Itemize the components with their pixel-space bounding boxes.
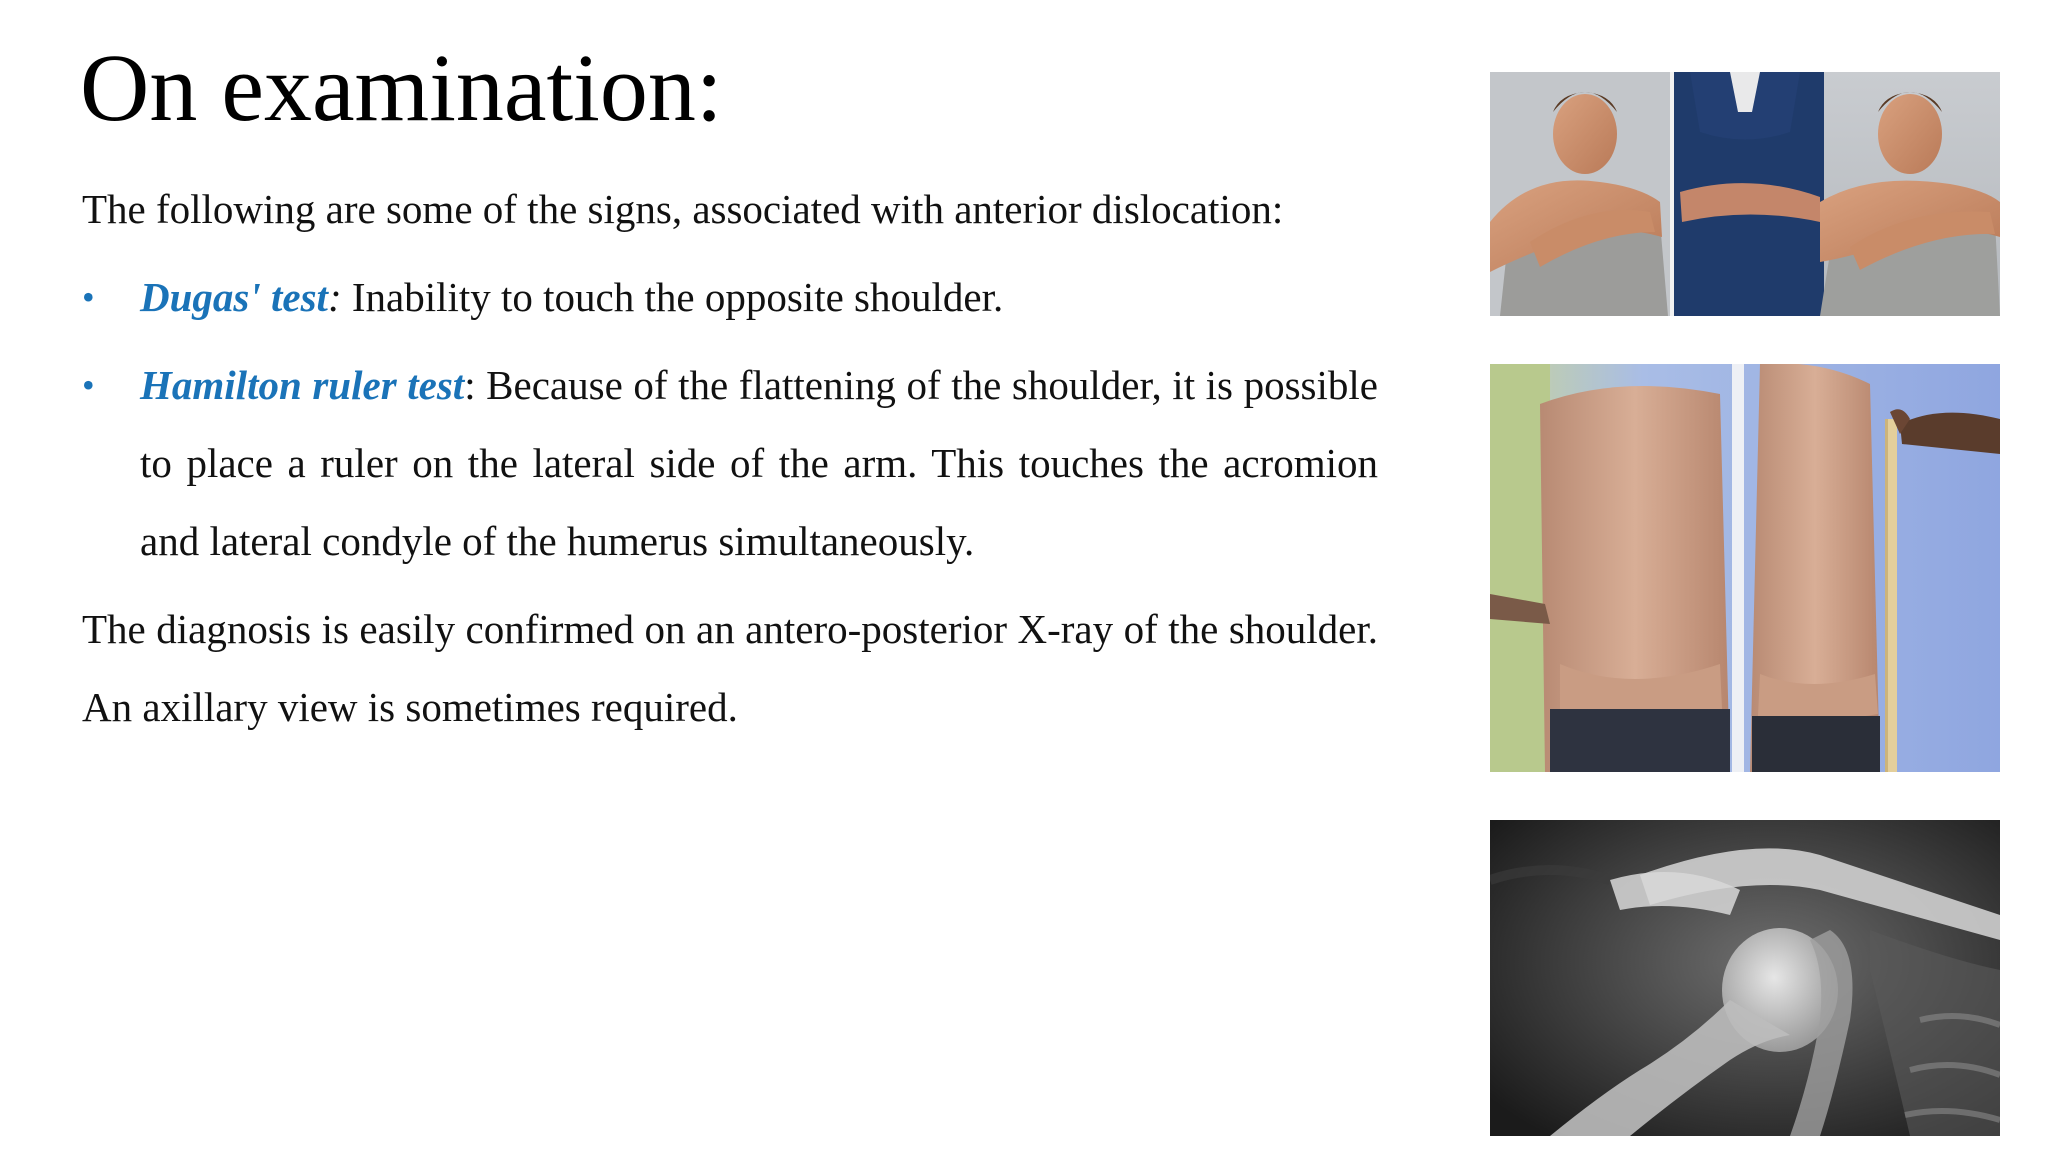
dugas-test-term: Dugas' test [140, 274, 328, 320]
dugas-test-photo [1490, 72, 2000, 316]
signs-list [82, 258, 1378, 580]
hamilton-ruler-test-separator: : [464, 362, 476, 408]
slide-body [82, 170, 1378, 746]
slide-title: On examination: [80, 34, 723, 141]
shoulder-xray [1490, 820, 2000, 1136]
closing-paragraph: The diagnosis is easily confirmed on an antero-posterior X-ray of the shoulder. An axillary view is sometimes required. [82, 606, 1378, 730]
list-item-hamilton-ruler-test [82, 346, 1378, 580]
bullet-icon: • [82, 365, 95, 405]
dugas-test-description: Inability to touch the opposite shoulder. [341, 274, 1004, 320]
hamilton-ruler-test-description: Because of the flattening of the shoulder, it is possible to place a ruler on the lateral side of the arm. This touches the acromion and lateral condyle of the humerus simultaneously. [140, 362, 1378, 564]
dugas-test-separator: : [327, 274, 342, 320]
hamilton-ruler-test-term: Hamilton ruler test [140, 362, 465, 408]
intro-paragraph: The following are some of the signs, associated with anterior dislocation: [82, 186, 1284, 232]
bullet-icon: • [82, 277, 95, 317]
list-item-dugas-test [82, 258, 1378, 336]
hamilton-ruler-test-photo [1490, 364, 2000, 772]
